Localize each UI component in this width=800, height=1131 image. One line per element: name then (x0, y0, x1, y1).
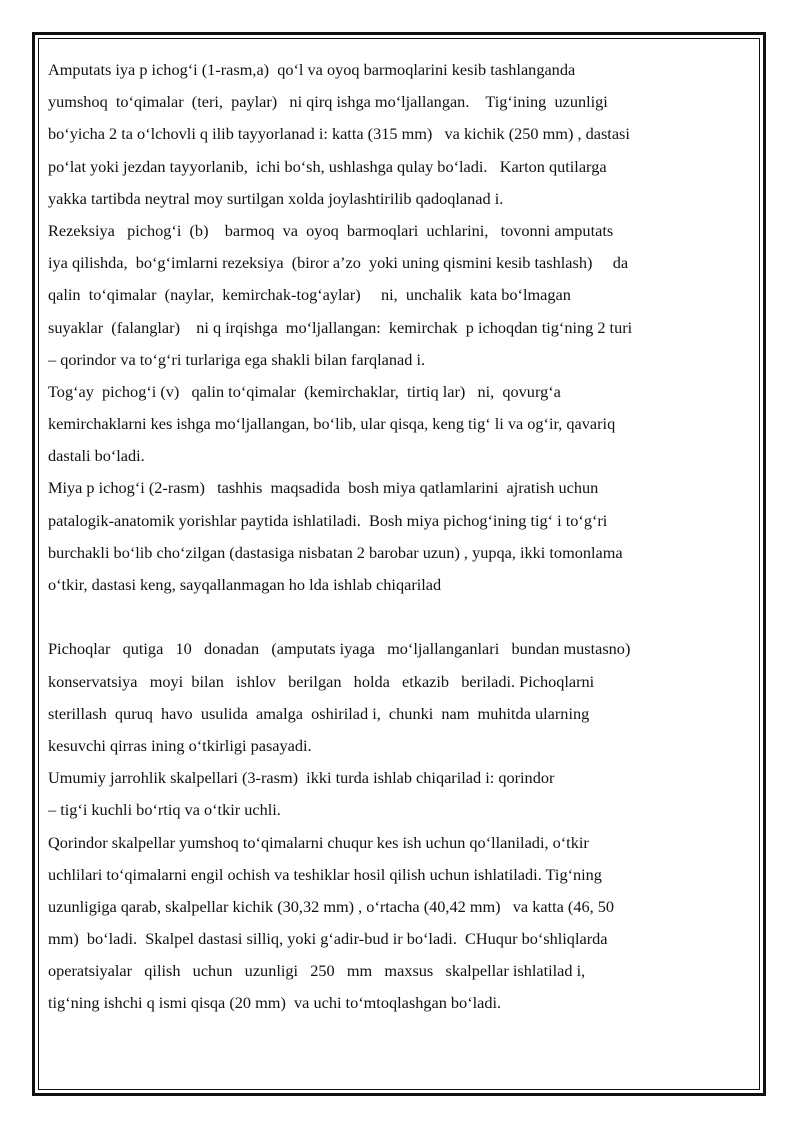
text-line: tig‘ning ishchi q ismi qisqa (20 mm) va uchi to‘mtoqlashgan bo‘ladi. (48, 993, 502, 1013)
text-line: o‘tkir, dastasi keng, sayqallanmagan ho lda ishlab chiqarilad (48, 575, 442, 594)
blank-line (48, 601, 738, 633)
text-line: Miya p ichog‘i (2-rasm) tashhis maqsadida bosh miya qatlamlarini ajratish uchun (48, 478, 599, 498)
text-line: Pichoqlar qutiga 10 donadan (amputats iyaga mo‘ljallanganlari bundan mustasno) (48, 639, 631, 659)
text-line: sterillash quruq havo usulida amalga oshirilad i, chunki nam muhitda ularning (48, 703, 590, 723)
text-line: – tig‘i kuchli bo‘rtiq va o‘tkir uchli. (48, 800, 281, 820)
document-body (48, 54, 738, 1020)
text-line: po‘lat yoki jezdan tayyorlanib, ichi bo‘sh, ushlashga qulay bo‘ladi. Karton qutilarga (48, 156, 607, 176)
text-line: Amputats iya p ichog‘i (1-rasm,a) qo‘l va oyoq barmoqlarini kesib tashlanganda (48, 60, 576, 79)
text-line: kesuvchi qirras ining o‘tkirligi pasayadi. (48, 735, 312, 755)
text-line: yumshoq to‘qimalar (teri, paylar) ni qirq ishga mo‘ljallangan. Tig‘ining uzunligi (48, 92, 608, 112)
text-line: uzunligiga qarab, skalpellar kichik (30,32 mm) , o‘rtacha (40,42 mm) va katta (46, 50 (48, 896, 615, 916)
text-line: mm) bo‘ladi. Skalpel dastasi silliq, yoki g‘adir-bud ir bo‘ladi. CHuqur bo‘shliqlarda (48, 929, 608, 949)
text-line: Umumiy jarrohlik skalpellari (3-rasm) ikki turda ishlab chiqarilad i: qorindor (48, 768, 555, 788)
text-line: Tog‘ay pichog‘i (v) qalin to‘qimalar (kemirchaklar, tirtiq lar) ni, qovurg‘a (48, 381, 561, 401)
text-line: operatsiyalar qilish uchun uzunligi 250 mm maxsus skalpellar ishlatilad i, (48, 961, 586, 981)
text-line: dastali bo‘ladi. (48, 446, 145, 466)
text-line: iya qilishda, bo‘g‘imlarni rezeksiya (biror a’zo yoki uning qismini kesib tashlash) da (48, 253, 629, 273)
text-line: suyaklar (falanglar) ni q irqishga mo‘ljallangan: kemirchak p ichoqdan tig‘ning 2 turi (48, 317, 633, 337)
text-line: konservatsiya moyi bilan ishlov berilgan holda etkazib beriladi. Pichoqlarni (48, 671, 595, 691)
text-line: yakka tartibda neytral moy surtilgan xolda joylashtirilib qadoqlanad i. (48, 188, 504, 208)
text-line: Qorindor skalpellar yumshoq to‘qimalarni chuqur kes ish uchun qo‘llaniladi, o‘tkir (48, 832, 589, 852)
text-line: qalin to‘qimalar (naylar, kemirchak-tog‘aylar) ni, unchalik kata bo‘lmagan (48, 285, 571, 305)
text-line: kemirchaklarni kes ishga mo‘ljallangan, bo‘lib, ular qisqa, keng tig‘ li va og‘ir, qavariq (48, 414, 616, 434)
text-line: – qorindor va to‘g‘ri turlariga ega shakli bilan farqlanad i. (48, 349, 426, 369)
text-line: Rezeksiya pichog‘i (b) barmoq va oyoq barmoqlari uchlarini, tovonni amputats (48, 220, 614, 240)
text-line: bo‘yicha 2 ta o‘lchovli q ilib tayyorlanad i: katta (315 mm) va kichik (250 mm) , dastasi (48, 124, 630, 144)
text-line: uchlilari to‘qimalarni engil ochish va teshiklar hosil qilish uchun ishlatiladi. Tig‘ning (48, 864, 602, 884)
text-line: burchakli bo‘lib cho‘zilgan (dastasiga nisbatan 2 barobar uzun) , yupqa, ikki tomonlama (48, 542, 623, 562)
text-line: patalogik-anatomik yorishlar paytida ishlatiladi. Bosh miya pichog‘ining tig‘ i to‘g‘ri (48, 510, 608, 530)
